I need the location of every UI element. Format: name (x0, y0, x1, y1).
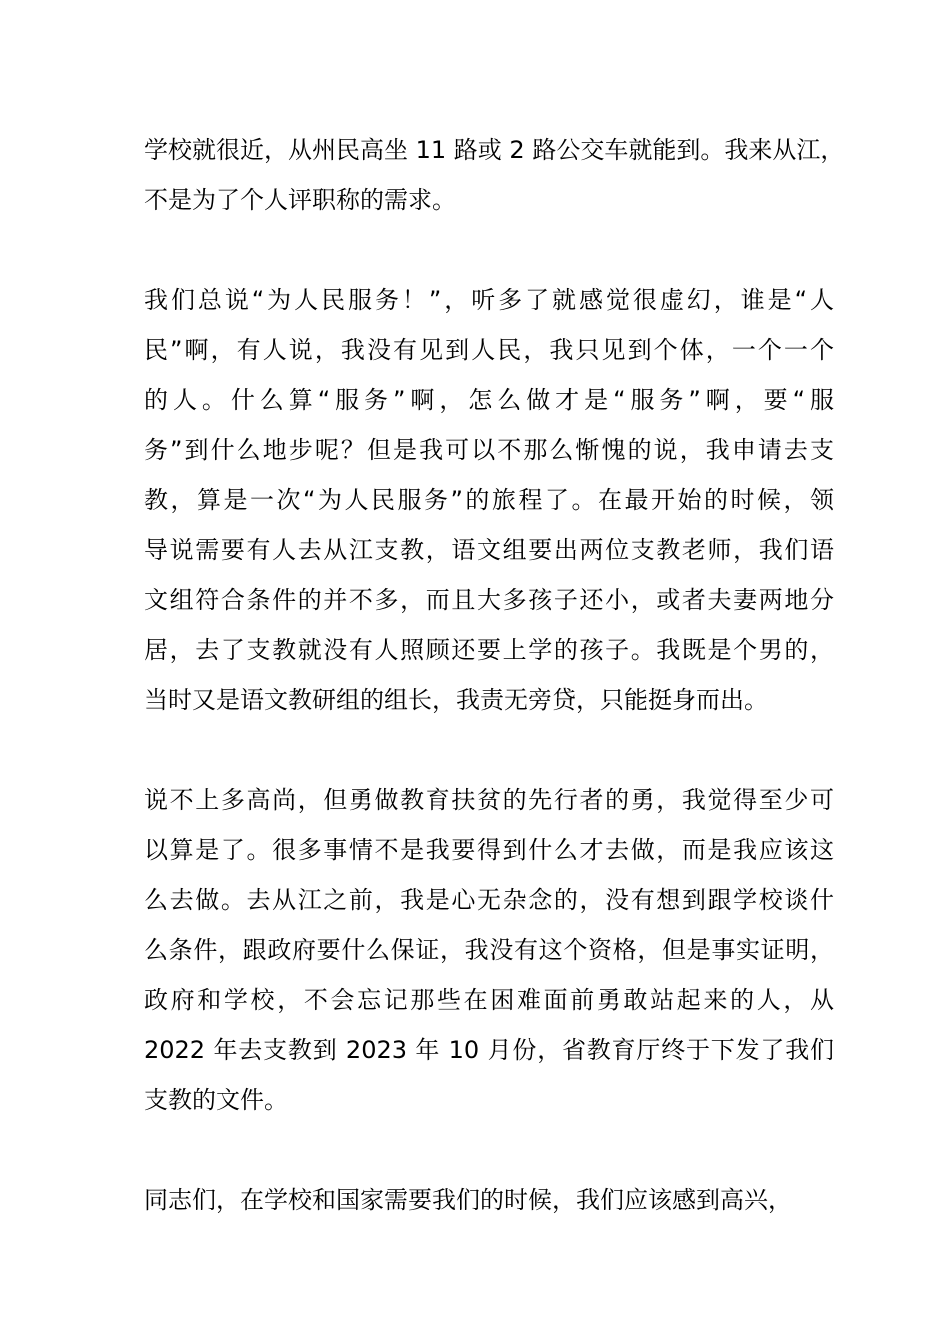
text-line: 政府和学校，不会忘记那些在困难面前勇敢站起来的人，从 (144, 986, 834, 1014)
text-line: 务”到什么地步呢？但是我可以不那么惭愧的说，我申请去支 (144, 436, 834, 464)
paragraph-2 (144, 275, 834, 725)
text-line: 不是为了个人评职称的需求。 (144, 186, 456, 214)
text-line: 居，去了支教就没有人照顾还要上学的孩子。我既是个男的， (144, 636, 834, 664)
text-line: 导说需要有人去从江支教，语文组要出两位支教老师，我们语 (144, 536, 834, 564)
text-line: 的人。什么算“服务”啊，怎么做才是“服务”啊，要“服 (144, 386, 834, 414)
text-line: 我们总说“为人民服务！”，听多了就感觉很虚幻，谁是“人 (144, 286, 834, 314)
text-line: 2022 年去支教到 2023 年 10 月份，省教育厅终于下发了我们 (144, 1036, 834, 1064)
text-line: 民”啊，有人说，我没有见到人民，我只见到个体，一个一个 (144, 336, 834, 364)
text-line: 同志们，在学校和国家需要我们的时候，我们应该感到高兴， (144, 1186, 792, 1214)
paragraph-1 (144, 125, 845, 225)
text-line: 教，算是一次“为人民服务”的旅程了。在最开始的时候，领 (144, 486, 834, 514)
paragraph-3 (144, 775, 834, 1125)
paragraph-4 (144, 1175, 834, 1225)
text-line: 么条件，跟政府要什么保证，我没有这个资格，但是事实证明， (144, 936, 834, 964)
text-line: 支教的文件。 (144, 1086, 288, 1114)
text-line: 以算是了。很多事情不是我要得到什么才去做，而是我应该这 (144, 836, 834, 864)
text-line: 学校就很近，从州民高坐 11 路或 2 路公交车就能到。我来从江， (144, 136, 845, 164)
text-line: 说不上多高尚，但勇做教育扶贫的先行者的勇，我觉得至少可 (144, 786, 834, 814)
text-line: 当时又是语文教研组的组长，我责无旁贷，只能挺身而出。 (144, 686, 768, 714)
text-line: 文组符合条件的并不多，而且大多孩子还小，或者夫妻两地分 (144, 586, 834, 614)
text-line: 么去做。去从江之前，我是心无杂念的，没有想到跟学校谈什 (144, 886, 834, 914)
